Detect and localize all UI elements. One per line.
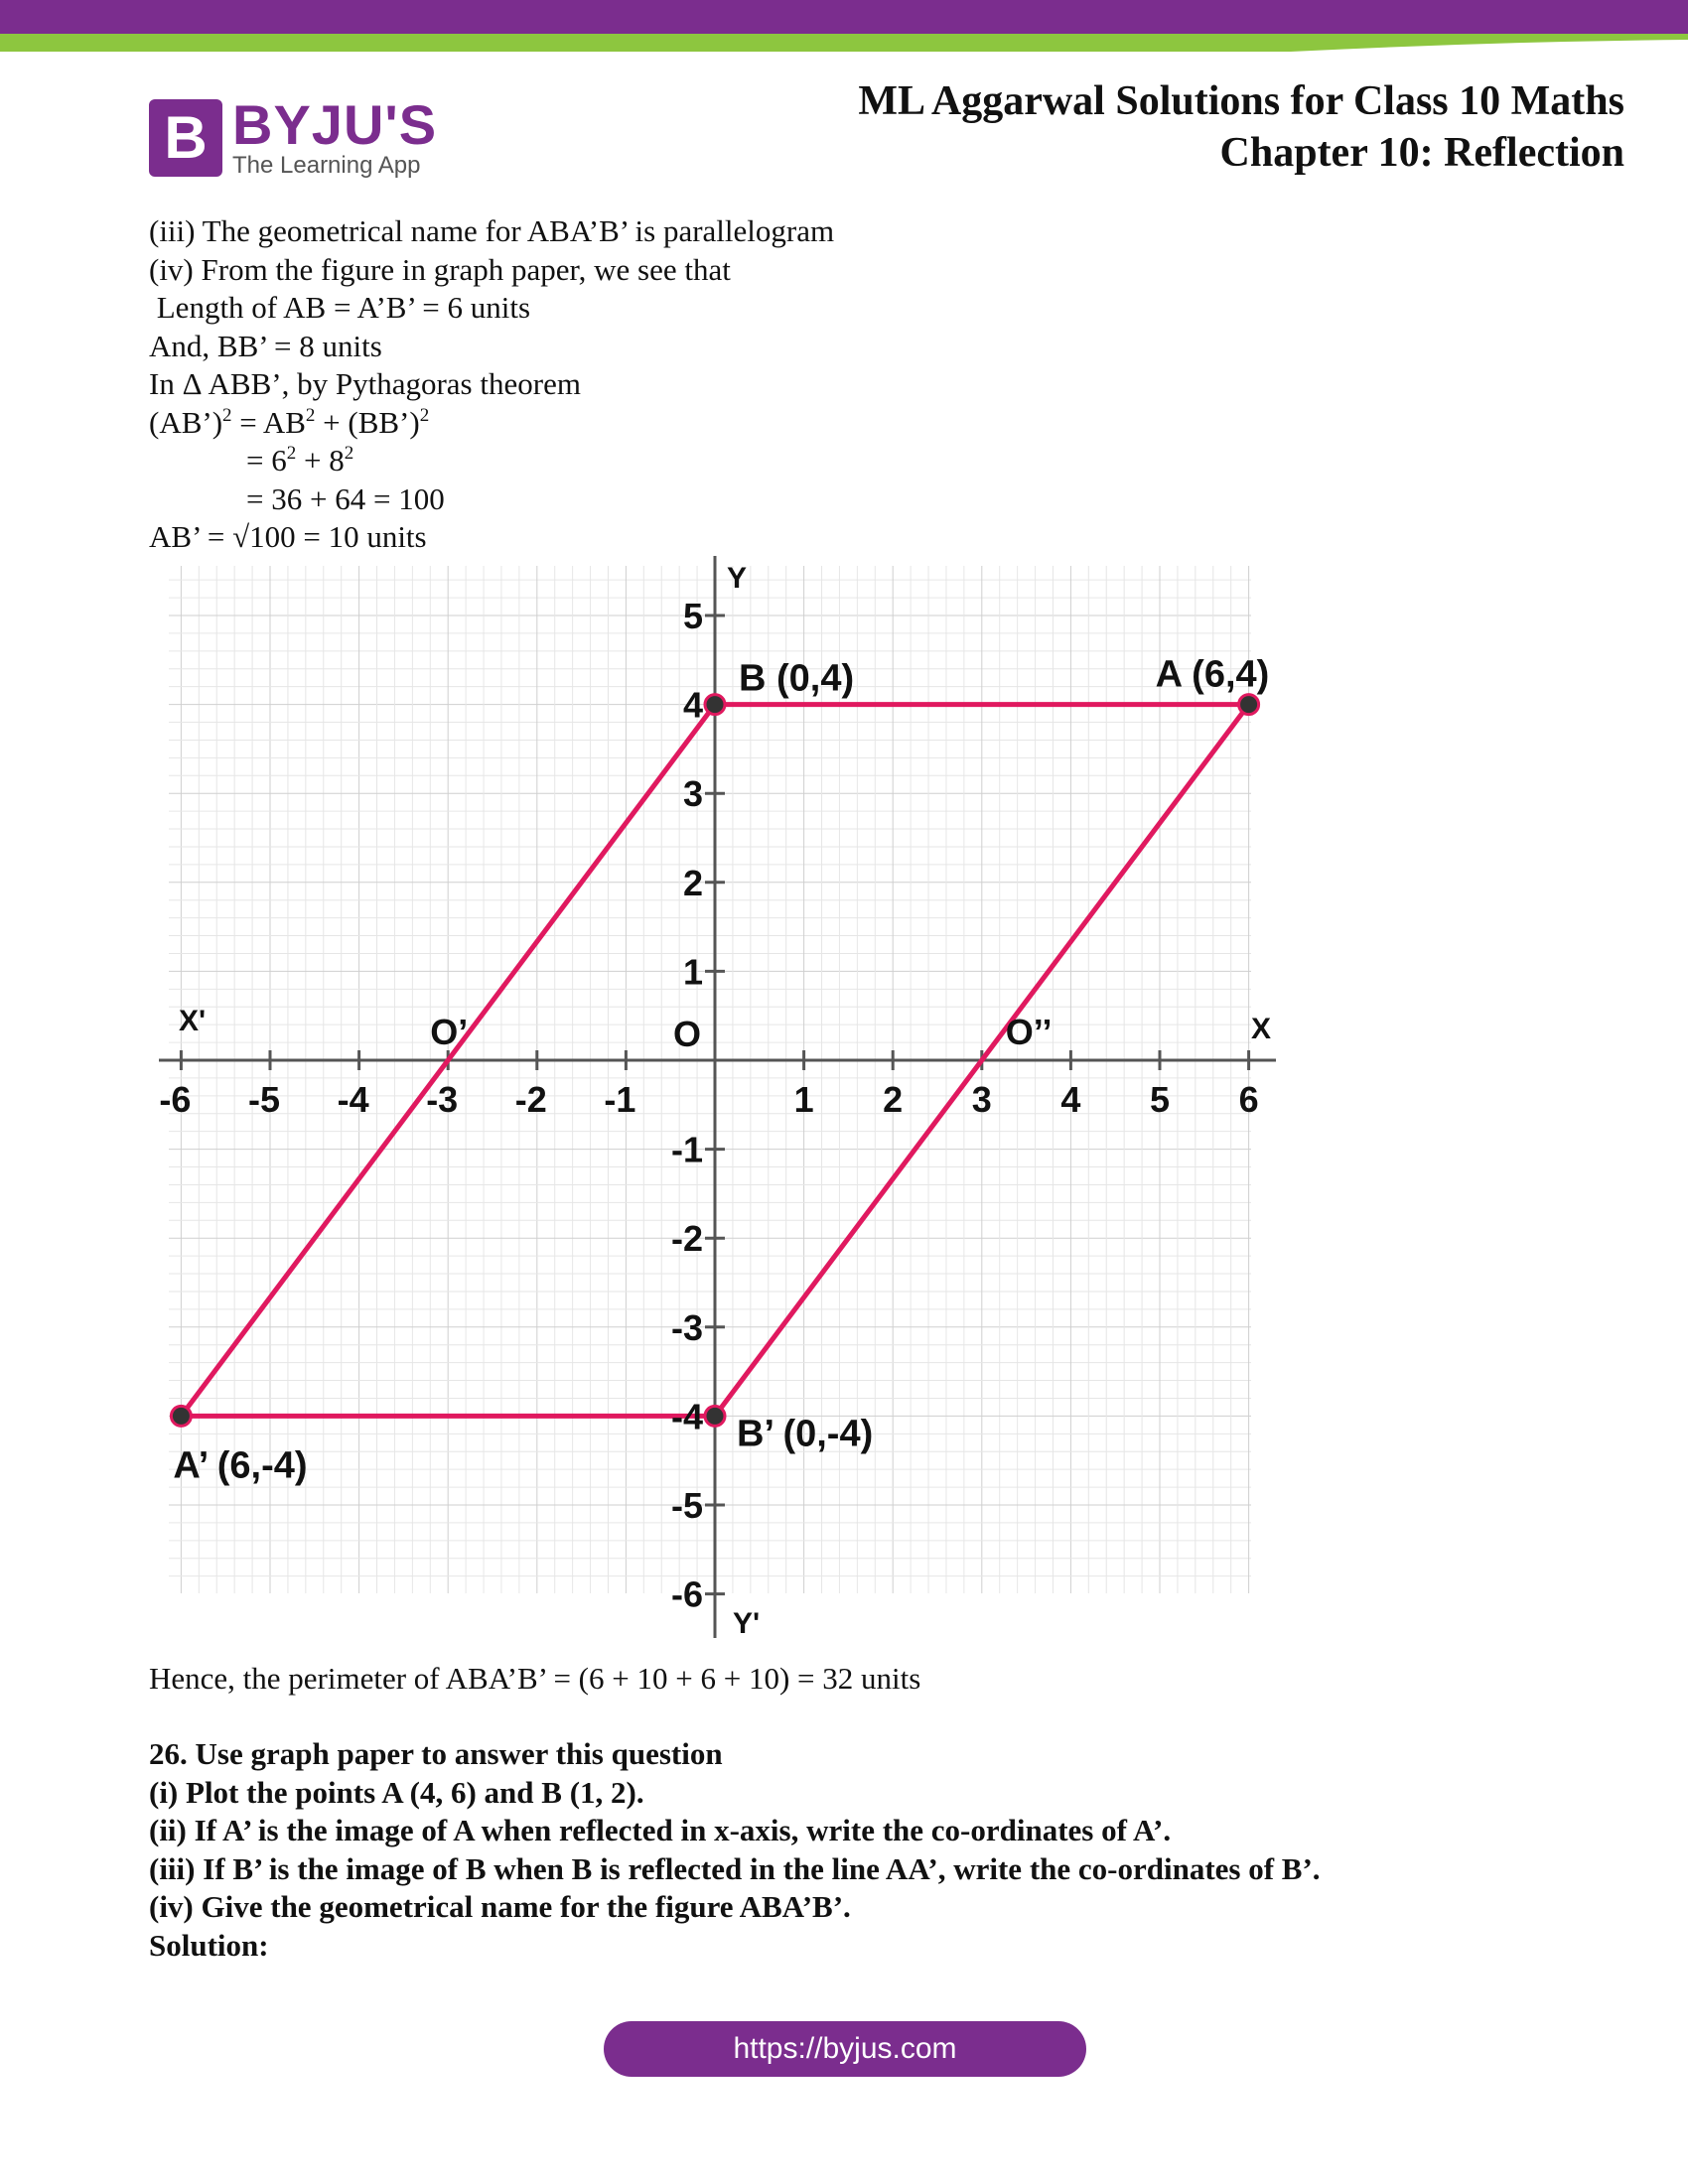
website-link[interactable]: https://byjus.com [604, 2021, 1086, 2077]
solution-line: Length of AB = A’B’ = 6 units [149, 290, 531, 325]
y-tick-label: -2 [670, 1218, 703, 1260]
x-tick-label: -4 [337, 1079, 369, 1120]
page-header [858, 75, 1624, 179]
x-tick-label: 5 [1149, 1079, 1171, 1120]
graph-axes [159, 556, 1276, 1638]
equation-line: (AB’)$^2$ = $AB^2$ + (BB’)$^2$ [149, 404, 430, 440]
question-line: (iv) Give the geometrical name for the figure ABA’B’. [149, 1889, 851, 1924]
x-tick-label: -6 [159, 1079, 192, 1120]
y-tick-label: 3 [682, 773, 703, 815]
brand-tagline: The Learning App [232, 152, 421, 179]
x-tick-label: -1 [604, 1079, 636, 1120]
origin-label: O [672, 1014, 701, 1054]
question-line: (ii) If A’ is the image of A when reflected in x-axis, write the co-ordinates of A’. [149, 1813, 1172, 1847]
y-neg-axis-label: Y' [733, 1607, 761, 1640]
question-line: 26. Use graph paper to answer this question [149, 1736, 723, 1771]
x-neg-axis-label: X' [179, 1005, 207, 1037]
y-tick-label: 5 [682, 596, 703, 636]
y-tick-label: 4 [682, 684, 703, 726]
y-tick-label: -3 [670, 1306, 703, 1348]
y-tick-label: -6 [670, 1573, 703, 1615]
equation-line: = $6^2 + 8^2$ [246, 443, 354, 478]
solution-line: (iv) From the figure in graph paper, we see that [149, 251, 731, 287]
logo-letter: B [164, 104, 208, 171]
x-tick-label: 3 [971, 1079, 992, 1120]
question-26 [149, 1735, 1321, 1965]
y-tick-label: 2 [682, 862, 703, 903]
solution-line: And, BB’ = 8 units [149, 328, 382, 363]
graph-grid [169, 566, 1251, 1593]
x-tick-label: -3 [426, 1079, 459, 1120]
question-line: (i) Plot the points A (4, 6) and B (1, 2). [149, 1774, 644, 1810]
x-tick-label: 6 [1238, 1079, 1259, 1120]
y-tick-label: -1 [670, 1129, 703, 1170]
conclusion-text: Hence, the perimeter of ABA’B’ = (6 + 10 + 6 + 10) = 32 units [149, 1661, 921, 1696]
equation-line: = 36 + 64 = 100 [246, 480, 445, 516]
y-tick-label: -4 [670, 1396, 703, 1437]
x-tick-label: -2 [514, 1079, 547, 1120]
point-label: A’ (6,-4) [173, 1444, 308, 1487]
brand-name: BYJU'S [232, 93, 438, 156]
intersection-label: O’’ [1005, 1012, 1053, 1052]
point-marker [705, 1406, 725, 1426]
header-title-line1: ML Aggarwal Solutions for Class 10 Maths [858, 78, 1624, 124]
point-label: B’ (0,-4) [737, 1413, 874, 1455]
x-axis-label: X [1250, 1013, 1271, 1045]
x-tick-label: 1 [793, 1079, 814, 1120]
x-tick-label: -5 [247, 1079, 281, 1120]
byjus-logo [149, 93, 438, 179]
top-banner [0, 0, 1688, 60]
point-label: B (0,4) [739, 657, 855, 700]
point-marker [705, 695, 725, 715]
y-axis-label: Y [727, 562, 748, 595]
y-tick-label: 1 [682, 951, 703, 993]
solution-text [149, 212, 1539, 557]
x-tick-label: 4 [1060, 1079, 1081, 1120]
y-tick-label: -5 [670, 1485, 703, 1526]
question-line: (iii) If B’ is the image of B when B is reflected in the line AA’, write the co-ordinates of B’. [149, 1850, 1321, 1886]
solution-line: (iii) The geometrical name for ABA’B’ is parallelogram [149, 213, 835, 248]
question-line: Solution: [149, 1927, 269, 1963]
solution-line: In Δ ABB’, by Pythagoras theorem [149, 366, 581, 401]
intersection-label: O’ [430, 1012, 469, 1052]
header-title-line2: Chapter 10: Reflection [1219, 130, 1624, 176]
equation-line: AB’ = √100 = 10 units [149, 519, 427, 554]
point-label: A (6,4) [1155, 653, 1270, 696]
point-marker [171, 1406, 191, 1426]
logo-mark [149, 99, 222, 177]
point-marker [1239, 695, 1259, 715]
coordinate-graph [149, 556, 1301, 1648]
x-tick-label: 2 [883, 1079, 904, 1120]
